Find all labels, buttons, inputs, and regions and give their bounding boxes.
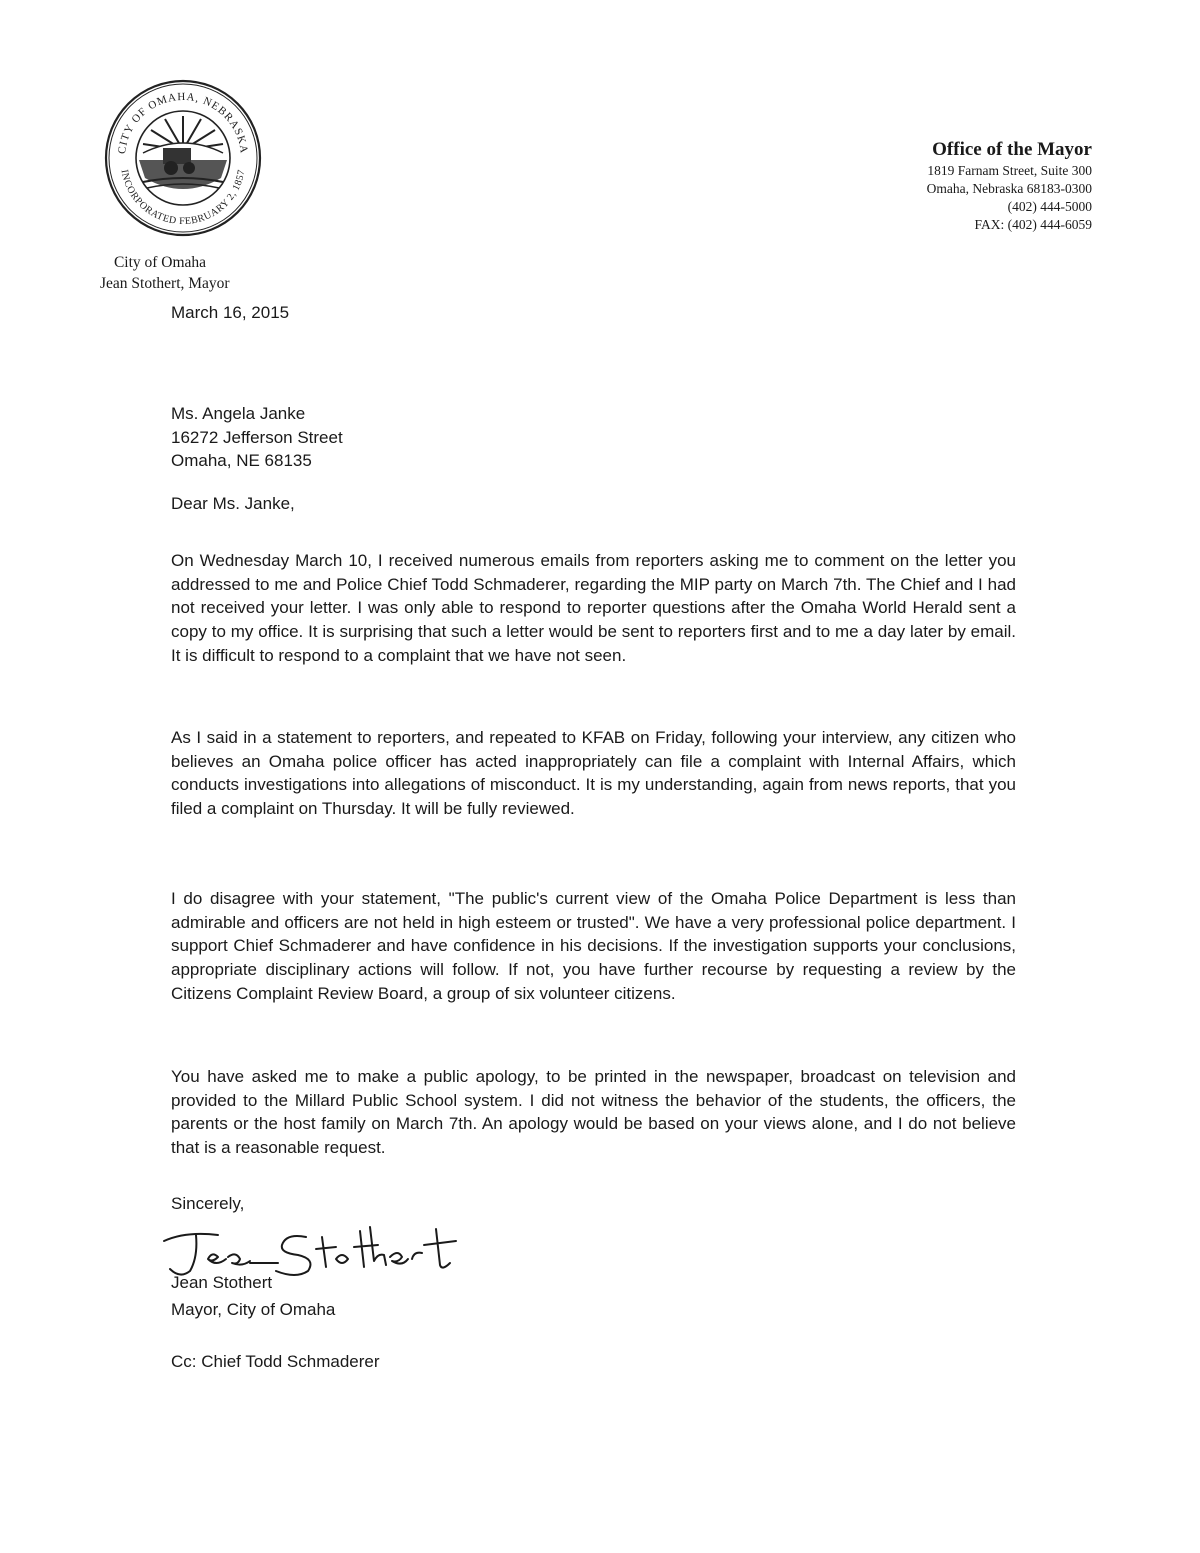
office-street: 1819 Farnam Street, Suite 300	[927, 163, 1092, 178]
paragraph: On Wednesday March 10, I received numerous emails from reporters asking me to comment on the letter you addressed to me and Police Chief Todd Schmaderer, regarding the MIP party on March 7th. The Chief and I had not received your letter. I was only able to respond to reporter questions after the Omaha World Herald sent a copy to my office. It is surprising that such a letter would be sent to reporters first and to me a day later by email. It is difficult to respond to a complaint that we have not seen.	[171, 551, 1016, 665]
signer-name: Jean Stothert	[171, 1273, 273, 1292]
closing: Sincerely,	[171, 1194, 245, 1213]
recipient-city: Omaha, NE 68135	[171, 451, 312, 471]
office-title: Office of the Mayor	[932, 139, 1092, 160]
office-city-state: Omaha, Nebraska 68183-0300	[926, 181, 1092, 196]
paragraph: I do disagree with your statement, "The public's current view of the Omaha Police Department is less than admirable and officers are not held in high esteem or trusted". We have a very professional police department. I support Chief Schmaderer and have confidence in his decisions. If the investigation supports your conclusions, appropriate disciplinary actions will follow. If not, you have further recourse by requesting a review by the Citizens Complaint Review Board, a group of six volunteer citizens.	[171, 889, 1016, 1003]
office-fax: FAX: (402) 444-6059	[974, 217, 1092, 232]
greeting: Dear Ms. Janke,	[171, 494, 295, 513]
svg-text:INCORPORATED FEBRUARY 2, 1857: INCORPORATED FEBRUARY 2, 1857	[118, 168, 248, 228]
signer-title: Mayor, City of Omaha	[171, 1300, 336, 1319]
city-seal-logo	[103, 78, 263, 238]
cc-line: Cc: Chief Todd Schmaderer	[171, 1352, 380, 1371]
recipient-name: Ms. Angela Janke	[171, 404, 306, 423]
paragraph: As I said in a statement to reporters, and repeated to KFAB on Friday, following your interview, any citizen who believes an Omaha police officer has acted inappropriately can file a complaint with Internal Affairs, which conducts investigations into allegations of misconduct. It is my understanding, again from news reports, that you filed a complaint on Thursday. It will be fully reviewed.	[171, 728, 1016, 819]
letter-body	[146, 301, 1016, 1371]
sender-mayor: Jean Stothert, Mayor	[100, 275, 230, 292]
recipient-address	[171, 402, 343, 473]
paragraph: You have asked me to make a public apology, to be printed in the newspaper, broadcast on television and provided to the Millard Public School system. I did not witness the behavior of the students, the officers, the parents or the host family on March 7th. An apology would be based on your views alone, and I do not believe that is a reasonable request.	[171, 1067, 1016, 1158]
office-letterhead	[927, 138, 1092, 234]
recipient-street: 16272 Jefferson Street	[171, 427, 343, 447]
office-phone: (402) 444-5000	[1007, 199, 1092, 214]
svg-text:CITY OF OMAHA, NEBRASKA: CITY OF OMAHA, NEBRASKA	[116, 90, 250, 155]
sender-city: City of Omaha	[113, 254, 207, 271]
svg-text:Jean Stothert: Jean Stothert	[146, 1219, 152, 1220]
letter-date: March 16, 2015	[171, 303, 290, 322]
sender-block	[100, 252, 230, 294]
